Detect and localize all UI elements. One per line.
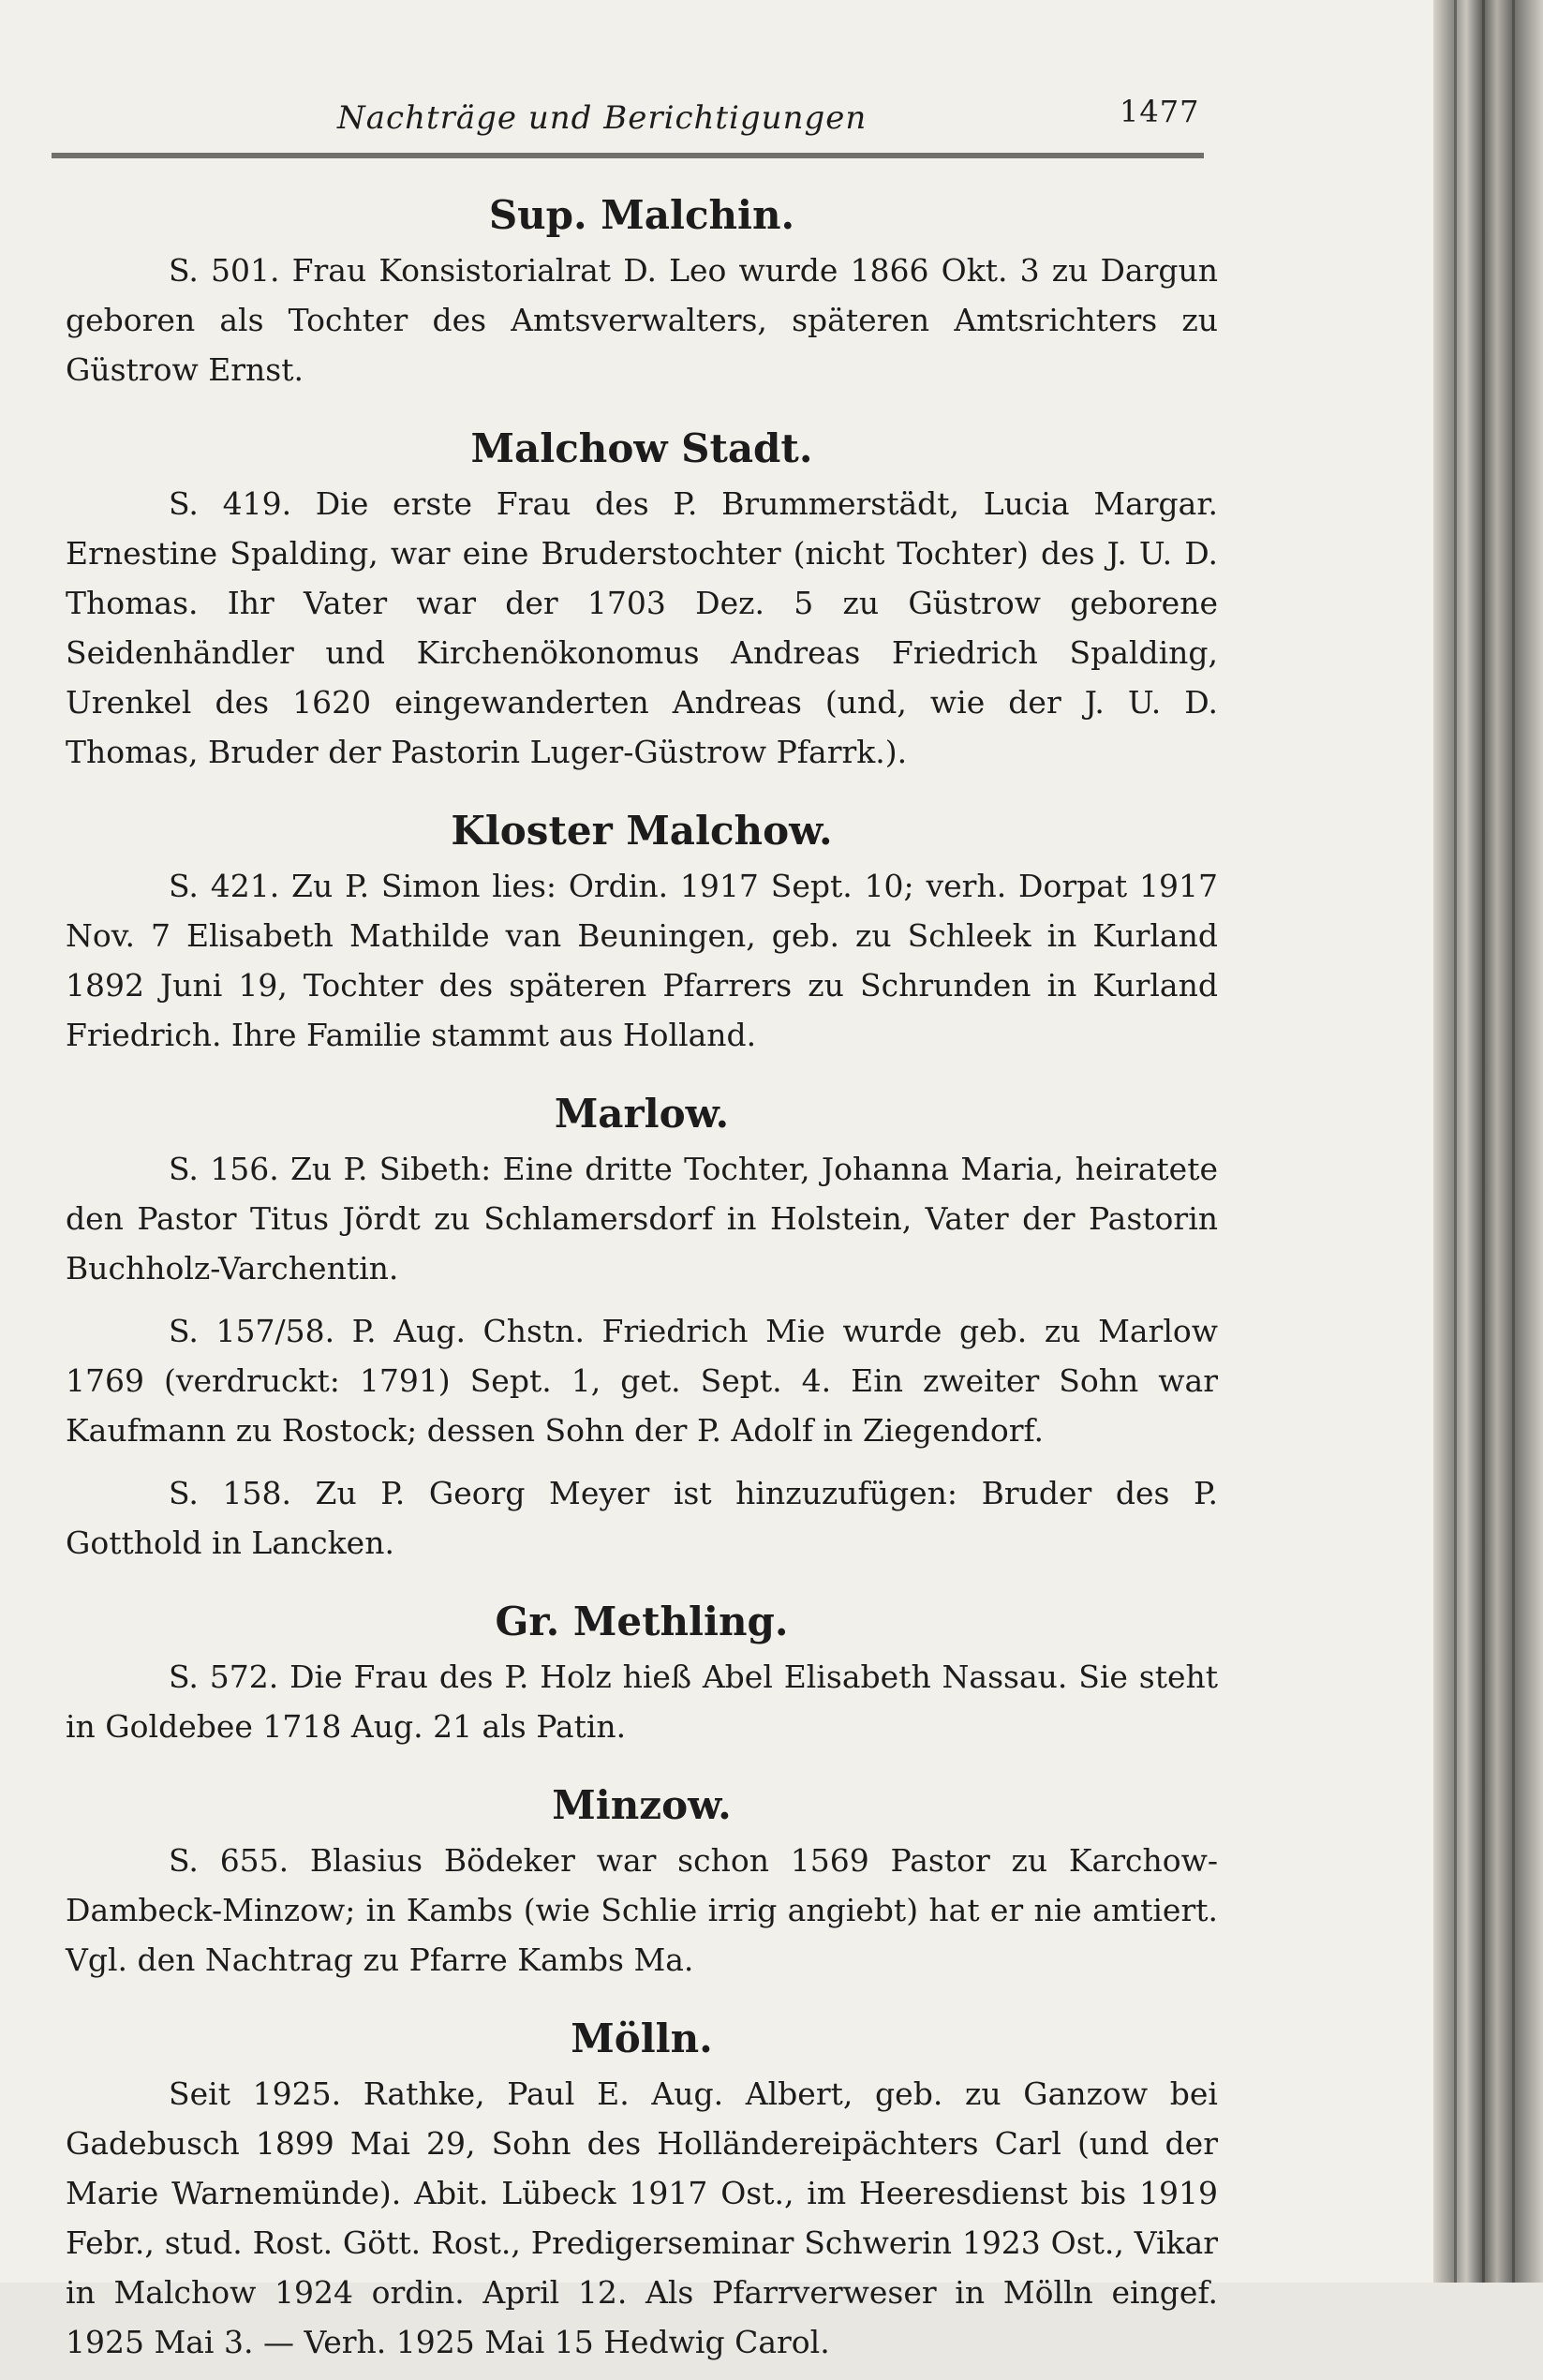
paragraph: Seit 1925. Rathke, Paul E. Aug. Albert, geb. zu Ganzow bei Gadebusch 1899 Mai 29, Sohn des Holländereipächters Carl (und der Marie Warnemünde). Abit. Lübeck 1917 Ost., im Heeresdienst bis 1919 Febr., stud. Rost. Gött. Rost., Predigerseminar Schwerin 1923 Ost., Vikar in Malchow 1924 ordin. April 12. Als Pfarrverweser in Mölln eingef. 1925 Mai 3. — Verh. 1925 Mai 15 Hedwig Carol. [66, 2075, 1218, 2360]
book-spine-edge [1433, 0, 1543, 2283]
section-title-minzow: Minzow. [552, 1782, 732, 1828]
paragraph: S. 157/58. P. Aug. Chstn. Friedrich Mie wurde geb. zu Marlow 1769 (verdruckt: 1791) Sept. 1, get. Sept. 4. Ein zweiter Sohn war Kaufmann zu Rostock; dessen Sohn der P. Adolf in Ziegendorf. [66, 1313, 1218, 1449]
section-title-sup-malchin: Sup. Malchin. [488, 192, 795, 238]
section-title-moelln: Mölln. [571, 2016, 713, 2061]
page-content [66, 186, 1218, 2380]
section-title-malchow-stadt: Malchow Stadt. [470, 425, 813, 471]
paragraph: S. 421. Zu P. Simon lies: Ordin. 1917 Sept. 10; verh. Dorpat 1917 Nov. 7 Elisabeth Mathilde van Beuningen, geb. zu Schleek in Kurland 1892 Juni 19, Tochter des späteren Pfarrers zu Schrunden in Kurland Friedrich. Ihre Familie stammt aus Holland. [66, 868, 1218, 1053]
paragraph: S. 572. Die Frau des P. Holz hieß Abel Elisabeth Nassau. Sie steht in Goldebee 1718 Aug. 21 als Patin. [66, 1659, 1218, 1745]
paragraph: S. 156. Zu P. Sibeth: Eine dritte Tochter, Johanna Maria, heiratete den Pastor Titus Jördt zu Schlamersdorf in Holstein, Vater der Pastorin Buchholz-Varchentin. [66, 1151, 1218, 1287]
page-number: 1477 [1120, 94, 1200, 129]
section-title-gr-methling: Gr. Methling. [495, 1599, 789, 1644]
paragraph: S. 501. Frau Konsistorialrat D. Leo wurde 1866 Okt. 3 zu Dargun geboren als Tochter des Amtsverwalters, späteren Amtsrichters zu Güstrow Ernst. [66, 252, 1218, 388]
section-title-kloster-malchow: Kloster Malchow. [451, 808, 833, 854]
section-title-marlow: Marlow. [554, 1091, 730, 1137]
paragraph: S. 419. Die erste Frau des P. Brummerstädt, Lucia Margar. Ernestine Spalding, war eine Bruderstochter (nicht Tochter) des J. U. D. Thomas. Ihr Vater war der 1703 Dez. 5 zu Güstrow geborene Seidenhändler und Kirchenökonomus Andreas Friedrich Spalding, Urenkel des 1620 eingewanderten Andreas (und, wie der J. U. D. Thomas, Bruder der Pastorin Luger-Güstrow Pfarrk.). [66, 485, 1218, 770]
paragraph: S. 655. Blasius Bödeker war schon 1569 Pastor zu Karchow-Dambeck-Minzow; in Kambs (wie Schlie irrig angiebt) hat er nie amtiert. Vgl. den Nachtrag zu Pfarre Kambs Ma. [66, 1842, 1218, 1978]
paragraph: S. 158. Zu P. Georg Meyer ist hinzuzufügen: Bruder des P. Gotthold in Lancken. [66, 1475, 1218, 1561]
page-header [56, 90, 1199, 139]
running-head: Nachträge und Berichtigungen [337, 99, 868, 137]
header-rule [52, 153, 1204, 158]
